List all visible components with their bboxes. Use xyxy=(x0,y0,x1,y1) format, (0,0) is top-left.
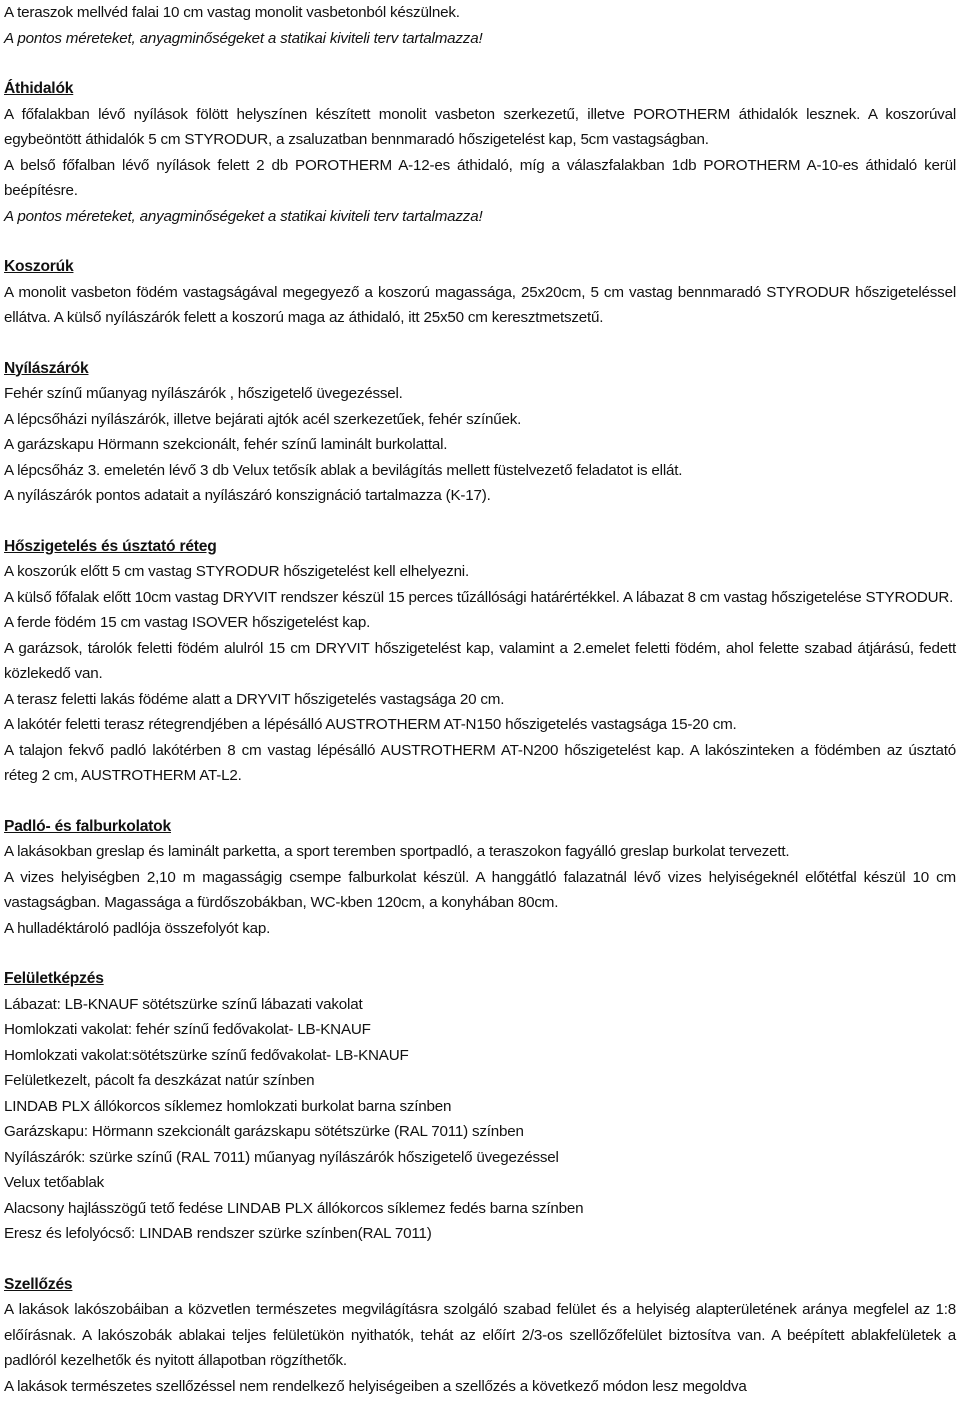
feluletkepzes-line: Felületkezelt, pácolt fa deszkázat natúr színben xyxy=(4,1072,315,1089)
feluletkepzes-line: Lábazat: LB-KNAUF sötétszürke színű lábazati vakolat xyxy=(4,995,363,1013)
szellozes-line: A lakások természetes szellőzéssel nem rendelkező helyiségeiben a szellőzés a következő módon lesz megoldva xyxy=(4,1377,747,1395)
intro-note: A pontos méreteket, anyagminőségeket a statikai kiviteli terv tartalmazza! xyxy=(4,29,483,47)
hoszigeteles-line: A ferde födém 15 cm vastag ISOVER hőszigetelést kap. xyxy=(4,614,371,631)
heading-hoszigeteles: Hőszigetelés és úsztató réteg xyxy=(4,537,217,555)
hoszigeteles-line: A külső főfalak előtt 10cm vastag DRYVIT rendszer készül 15 perces tűzállósági határértékkel. A lábazat 8 cm vastag hőszigetelése STYRODUR. xyxy=(4,588,954,606)
document-page xyxy=(4,0,956,1399)
szellozes-line: A lakások lakószobáiban a közvetlen természetes megvilágításra szolgáló szabad felület és a helyiség alapterületének aránya megfelel az 1:8 előírásnak. A lakószobák ablakai teljes felületükön nyithatók, tehát az előírt 2/3-os szellőzőfelület biztosítva van. A beépített ablakfelületek a padlóról kezelhetők és nyitott állapotban rögzíthetők. xyxy=(4,1301,956,1369)
hoszigeteles-line: A terasz feletti lakás födéme alatt a DRYVIT hőszigetelés vastagsága 20 cm. xyxy=(4,690,505,708)
heading-padlo-falburkolatok: Padló- és falburkolatok xyxy=(4,817,171,835)
heading-feluletkepzes: Felületképzés xyxy=(4,970,104,987)
athidalok-paragraph-2: A belső főfalban lévő nyílások felett 2 db POROTHERM A-12-es áthidaló, míg a válaszfalakban 1db POROTHERM A-10-es áthidaló kerül beépítésre. xyxy=(4,156,956,199)
nyilaszarok-line: A lépcsőházi nyílászárók, illetve bejárati ajtók acél szerkezetűek, fehér színűek. xyxy=(4,410,522,428)
nyilaszarok-line: A garázskapu Hörmann szekcionált, fehér színű laminált burkolattal. xyxy=(4,436,448,453)
padlo-line: A vizes helyiségben 2,10 m magasságig csempe falburkolat készül. A hanggátló falazatnál lévő vizes helyiségeknél előtétfal készül 10 cm vastagságban. Magassága a fürdőszobákban, WC-kben 120cm, a konyhában 80cm. xyxy=(4,868,956,911)
padlo-line: A lakásokban greslap és laminált parketta, a sport teremben sportpadló, a teraszokon fagyálló greslap burkolat tervezett. xyxy=(4,843,790,860)
feluletkepzes-line: Nyílászárók: szürke színű (RAL 7011) műanyag nyílászárók hőszigetelő üvegezéssel xyxy=(4,1148,559,1166)
heading-szellozes: Szellőzés xyxy=(4,1275,73,1293)
feluletkepzes-line: Eresz és lefolyócső: LINDAB rendszer szürke színben(RAL 7011) xyxy=(4,1225,432,1242)
heading-athidalok: Áthidalók xyxy=(4,80,74,97)
athidalok-note: A pontos méreteket, anyagminőségeket a statikai kiviteli terv tartalmazza! xyxy=(4,207,483,225)
hoszigeteles-line: A talajon fekvő padló lakótérben 8 cm vastag lépésálló AUSTROTHERM AT-N200 hőszigetelést kap. A lakószinteken a födémben az úsztató réteg 2 cm, AUSTROTHERM AT-L2. xyxy=(4,741,956,784)
heading-nyilaszarok: Nyílászárók xyxy=(4,359,89,377)
nyilaszarok-line: A nyílászárók pontos adatait a nyílászáró konszignáció tartalmazza (K-17). xyxy=(4,487,491,504)
koszoruk-paragraph-1: A monolit vasbeton födém vastagságával megegyező a koszorú magassága, 25x20cm, 5 cm vastag bennmaradó STYRODUR hőszigeteléssel ellátva. A külső nyílászárók felett a koszorú maga az áthidaló, itt 25x50 cm keresztmetszetű. xyxy=(4,283,956,326)
feluletkepzes-line: Alacsony hajlásszögű tető fedése LINDAB PLX állókorcos síklemez fedés barna színben xyxy=(4,1199,584,1217)
padlo-line: A hulladéktároló padlója összefolyót kap. xyxy=(4,919,271,937)
feluletkepzes-line: Velux tetőablak xyxy=(4,1174,105,1191)
heading-koszoruk: Koszorúk xyxy=(4,258,74,275)
feluletkepzes-line: Garázskapu: Hörmann szekcionált garázskapu sötétszürke (RAL 7011) színben xyxy=(4,1123,524,1140)
hoszigeteles-line: A koszorúk előtt 5 cm vastag STYRODUR hőszigetelést kell elhelyezni. xyxy=(4,563,470,580)
feluletkepzes-line: LINDAB PLX állókorcos síklemez homlokzati burkolat barna színben xyxy=(4,1097,452,1115)
athidalok-paragraph-1: A főfalakban lévő nyílások fölött helyszínen készített monolit vasbeton szerkezetű, illetve POROTHERM áthidalók lesznek. A koszorúval egybeöntött áthidalók 5 cm STYRODUR, a zsaluzatban bennmaradó hőszigetelést kap, 5cm vastagságban. xyxy=(4,105,956,148)
hoszigeteles-line: A garázsok, tárolók feletti födém alulról 15 cm DRYVIT hőszigetelést kap, valamint a 2.emelet feletti födém, ahol felette szabad átjárású, fedett közlekedő van. xyxy=(4,639,956,682)
nyilaszarok-line: A lépcsőház 3. emeletén lévő 3 db Velux tetősík ablak a bevilágítás mellett füstelvezető feladatot is ellát. xyxy=(4,461,683,479)
nyilaszarok-line: Fehér színű műanyag nyílászárók , hőszigetelő üvegezéssel. xyxy=(4,385,403,402)
feluletkepzes-line: Homlokzati vakolat:sötétszürke színű fedővakolat- LB-KNAUF xyxy=(4,1046,409,1064)
hoszigeteles-line: A lakótér feletti terasz rétegrendjében a lépésálló AUSTROTHERM AT-N150 hőszigetelés vastagsága 15-20 cm. xyxy=(4,716,737,733)
intro-paragraph-1: A teraszok mellvéd falai 10 cm vastag monolit vasbetonból készülnek. xyxy=(4,4,460,21)
feluletkepzes-line: Homlokzati vakolat: fehér színű fedővakolat- LB-KNAUF xyxy=(4,1021,371,1038)
